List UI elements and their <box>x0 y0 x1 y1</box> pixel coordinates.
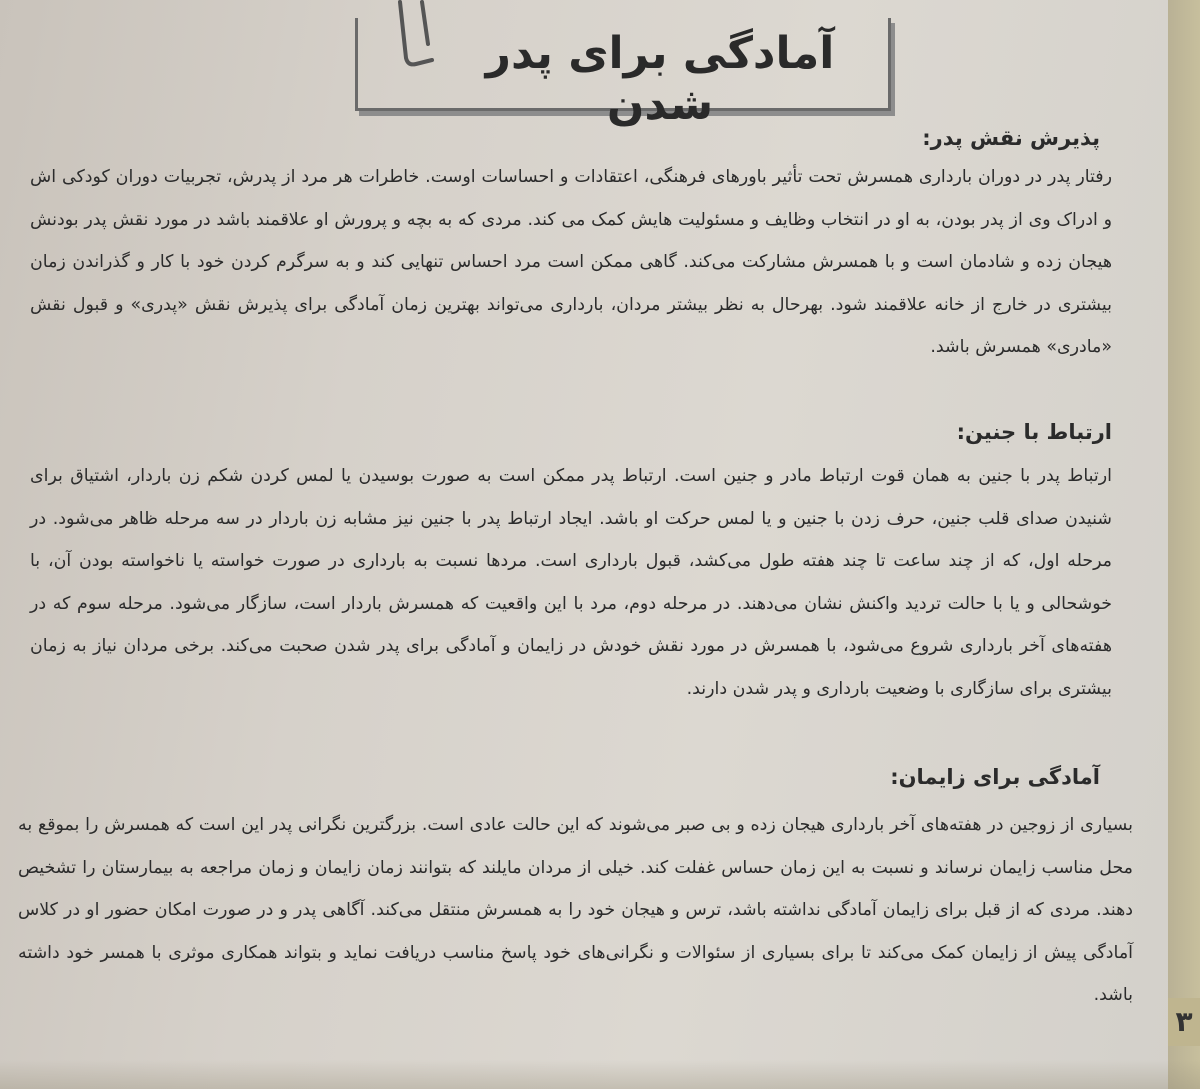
section-body-birth-prep: بسیاری از زوجین در هفته‌های آخر بارداری هیجان زده و بی صبر می‌شوند که این حالت عادی است. بزرگترین نگرانی پدر این است که همسرش را بموقع به محل مناسب زایمان نرساند و نسبت به این زمان حساس غفلت کند. خیلی از مردان مایلند که بتوانند زمان زایمان و زمان مراجعه به بیمارستان را تشخیص دهند. مردی که از قبل برای زایمان آمادگی نداشته باشد، ترس و هیجان خود را به همسرش منتقل می‌کند. آگاهی پدر و در صورت امکان حضور او در کلاس آمادگی پیش از زایمان کمک می‌کند تا برای بسیاری از سئوالات و نگرانی‌های خود پاسخ مناسب دریافت نماید و بتواند همکاری موثری با همسر خود داشته باشد. <box>18 815 1133 1005</box>
section-heading-fetus-bond: ارتباط با جنین: <box>956 420 1112 444</box>
page-number: ۳ <box>1168 998 1200 1046</box>
section-body-fetus-bond: ارتباط پدر با جنین به همان قوت ارتباط مادر و جنین است. ارتباط پدر ممکن است به صورت بوسیدن یا لمس کردن شکم زن باردار، اشتیاق برای شنیدن صدای قلب جنین، حرف زدن با جنین و یا لمس حرکت او باشد. ایجاد ارتباط پدر با جنین نیز مشابه زن باردار در سه مرحله ظاهر می‌شود. در مرحله اول، که از چند ساعت تا چند هفته طول می‌کشد، قبول بارداری است. مردها نسبت به بارداری در صورت خواسته یا ناخواسته بودن آن، با خوشحالی و یا با حالت تردید واکنش نشان می‌دهند. در مرحله دوم، مرد با این واقعیت که همسرش باردار است، سازگار می‌شود. مرحله سوم که در هفته‌های آخر بارداری شروع می‌شود، با همسرش در مورد نقش خودش در زایمان و آمادگی برای پدر شدن صحبت می‌کند. برخی مردان نیاز به زمان بیشتری برای سازگاری با وضعیت بارداری و پدر شدن دارند. <box>30 466 1112 699</box>
section-heading-father-role: پذیرش نقش پدر: <box>922 126 1100 150</box>
page-edge-strip <box>1168 0 1200 1089</box>
section-body-father-role: رفتار پدر در دوران بارداری همسرش تحت تأثیر باورهای فرهنگی، اعتقادات و احساسات اوست. خاطرات هر مرد از پدرش، تجربیات دوران کودکی اش و ادراک وی از پدر بودن، به او در انتخاب وظایف و مسئولیت هایش کمک می کند. مردی که به بچه و پرورش او علاقمند باشد در مورد نقش پدر بودنش هیجان زده و شادمان است و با همسرش مشارکت می‌کند. گاهی ممکن است مرد احساس تنهایی کند و به سرگرم کردن خود با کار و گذراندن زمان بیشتری در خارج از خانه علاقمند شود. بهرحال به نظر بیشتر مردان، بارداری می‌تواند بهترین زمان آمادگی برای پذیرش نقش «پدری» و قبول نقش «مادری» همسرش باشد. <box>30 167 1112 357</box>
page-bottom-shadow <box>0 1060 1200 1089</box>
page-title: آمادگی برای پدر شدن <box>485 28 835 130</box>
section-heading-birth-prep: آمادگی برای زایمان: <box>890 765 1100 789</box>
